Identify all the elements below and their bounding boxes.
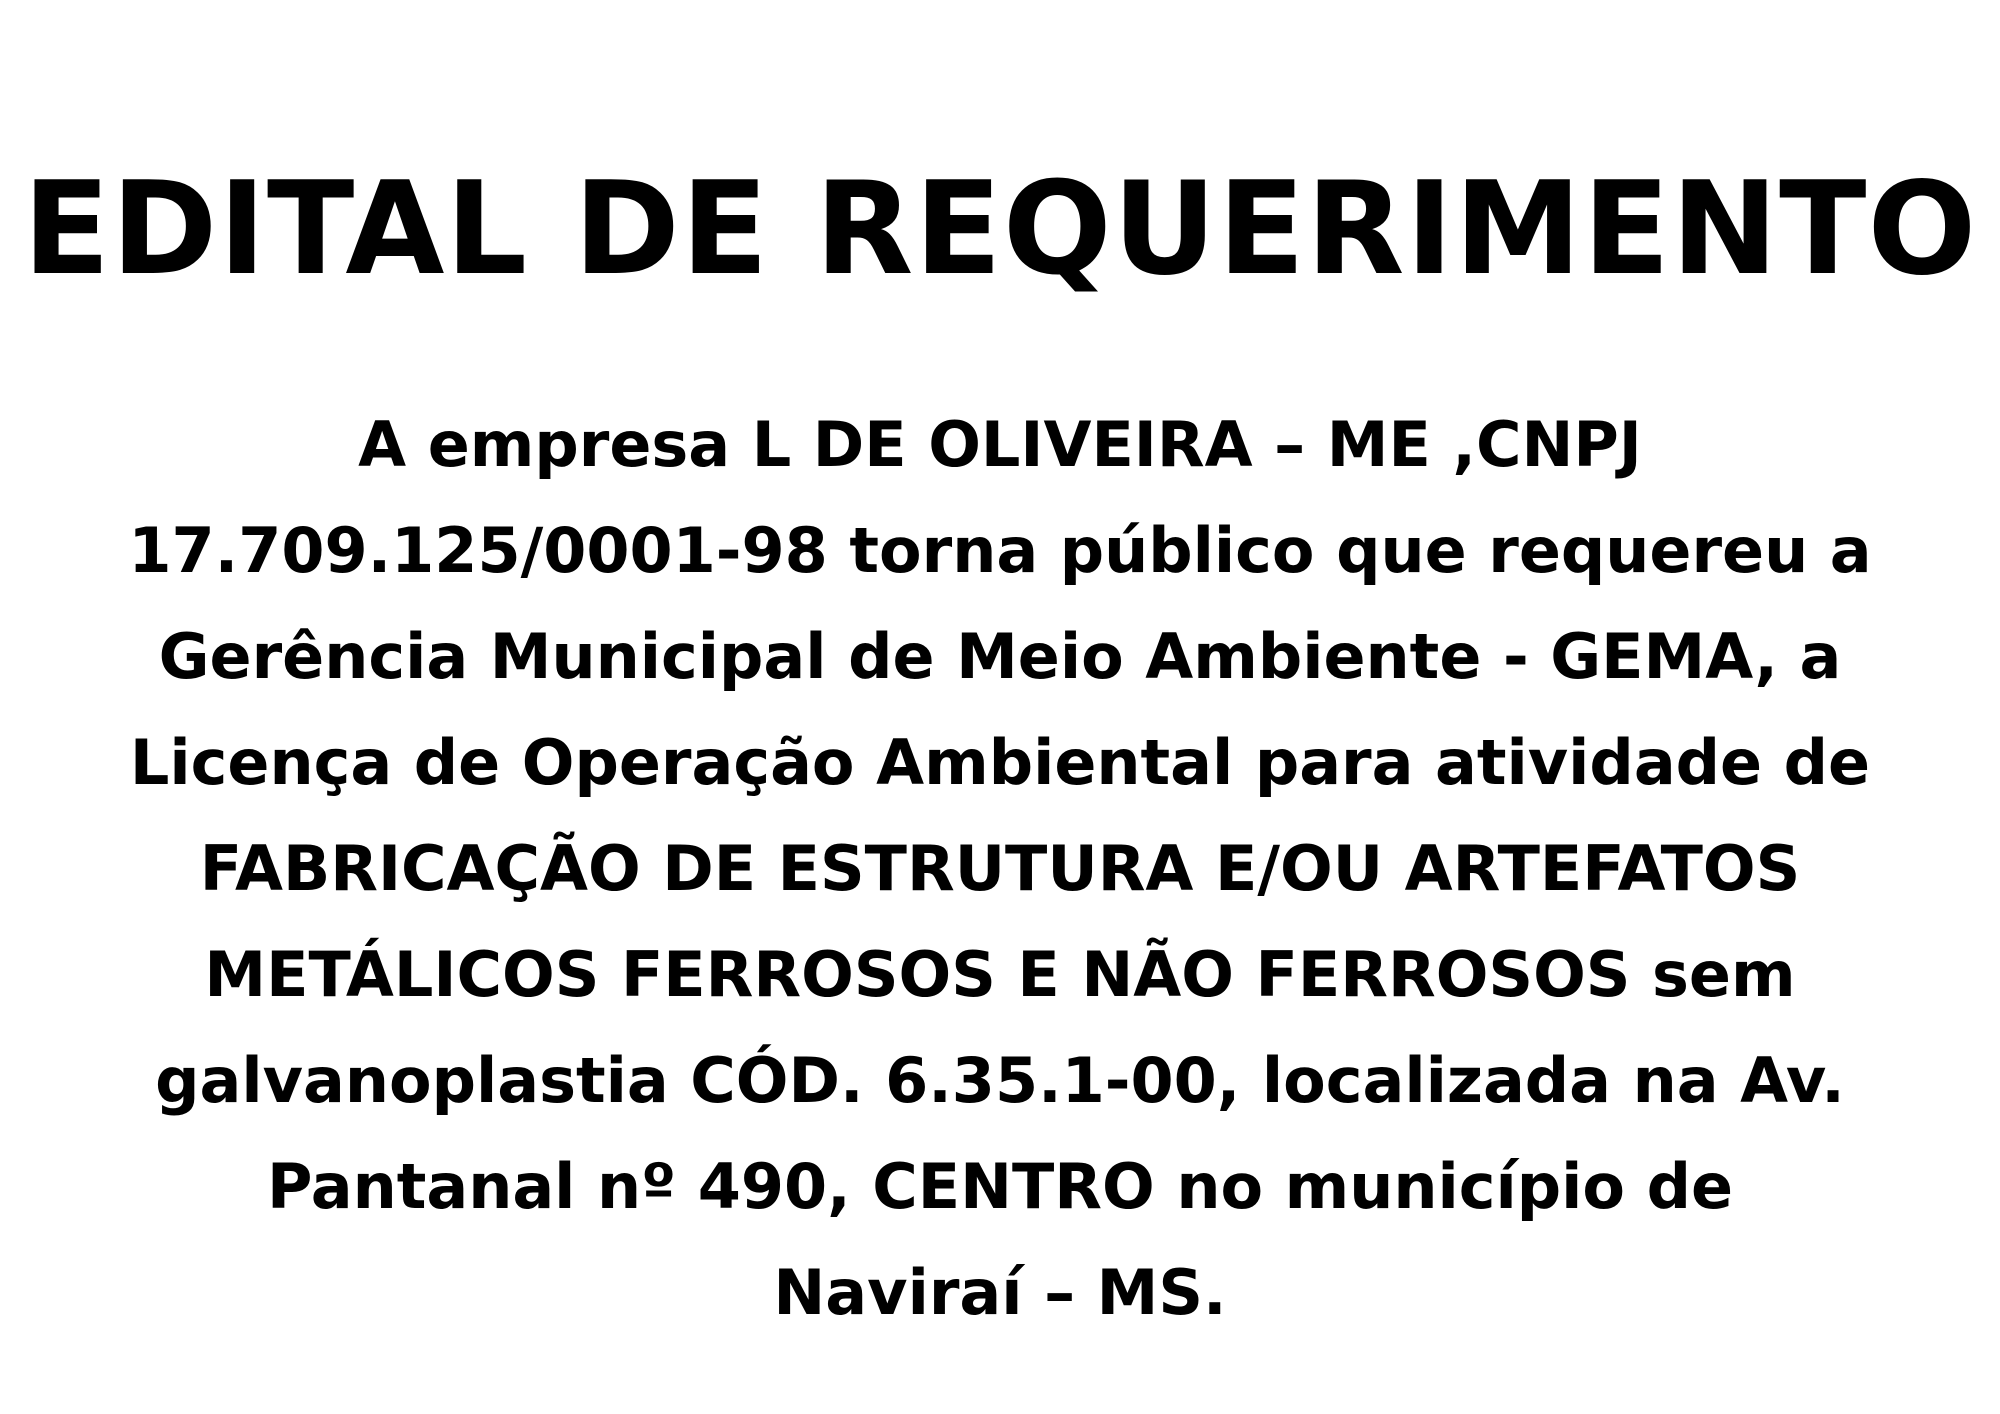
notice-line: Gerência Municipal de Meio Ambiente - GEMA, a bbox=[158, 620, 1842, 693]
notice-line: A empresa L DE OLIVEIRA – ME ,CNPJ bbox=[358, 408, 1642, 481]
notice-line: METÁLICOS FERROSOS E NÃO FERROSOS sem bbox=[204, 938, 1796, 1011]
notice-line: Naviraí – MS. bbox=[773, 1256, 1227, 1329]
notice-line: Pantanal nº 490, CENTRO no município de bbox=[266, 1150, 1734, 1223]
notice-line: FABRICAÇÃO DE ESTRUTURA E/OU ARTEFATOS bbox=[199, 832, 1801, 905]
page-title: EDITAL DE REQUERIMENTO bbox=[22, 155, 1978, 304]
notice-body bbox=[40, 392, 1960, 1346]
notice-line: Licença de Operação Ambiental para atividade de bbox=[129, 726, 1871, 799]
notice-line: 17.709.125/0001-98 torna público que requereu a bbox=[128, 514, 1872, 587]
notice-line: galvanoplastia CÓD. 6.35.1-00, localizada na Av. bbox=[155, 1044, 1845, 1117]
